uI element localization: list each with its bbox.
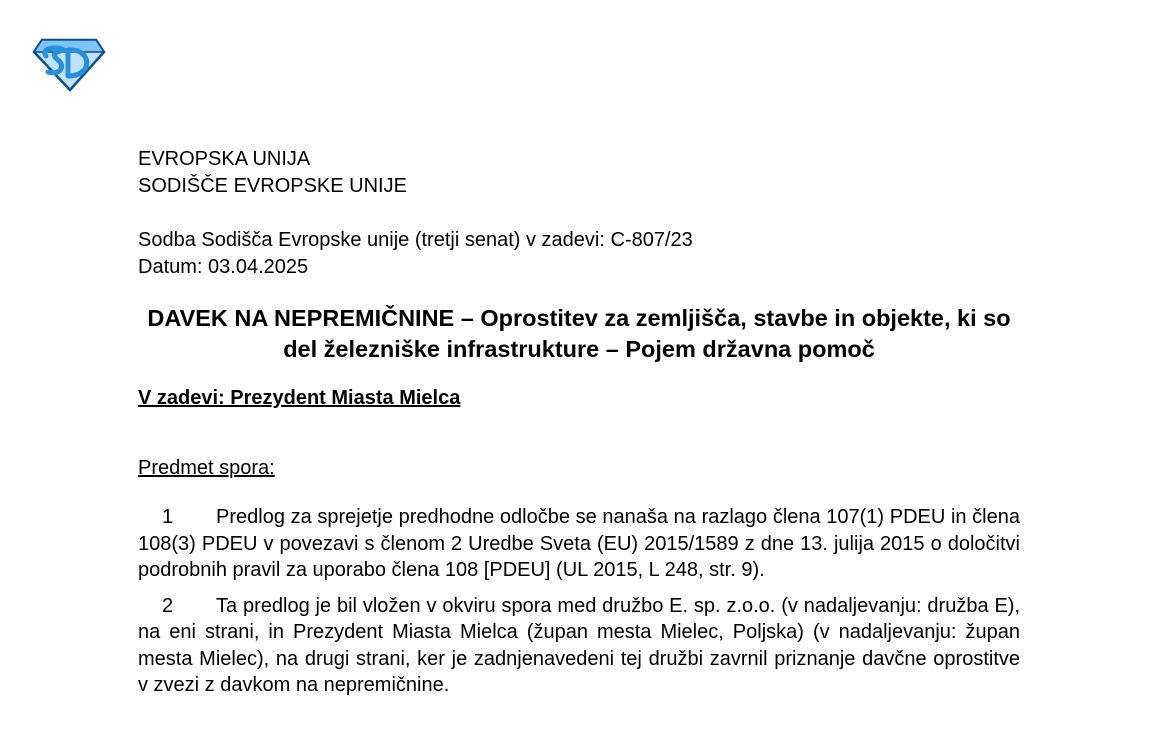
header-line-court: SODIŠČE EVROPSKE UNIJE xyxy=(138,175,407,197)
judgment-reference: Sodba Sodišča Evropske unije (tretji senat) v zadevi: C-807/23 xyxy=(138,229,693,251)
case-line: V zadevi: Prezydent Miasta Mielca xyxy=(138,387,461,409)
paragraph xyxy=(138,504,1020,584)
header-line-eu: EVROPSKA UNIJA xyxy=(138,148,311,170)
judgment-date: Datum: 03.04.2025 xyxy=(138,256,309,278)
paragraph-number: 1 xyxy=(162,506,174,528)
paragraph xyxy=(138,593,1020,699)
court-logo-icon xyxy=(32,36,106,92)
paragraph-number: 2 xyxy=(162,594,174,617)
subject-heading: Predmet spora: xyxy=(138,457,275,479)
paragraph-text: Predlog za sprejetje predhodne odločbe se nanaša na razlago člena 107(1) PDEU in člena 108(3) PDEU v povezavi s členom 2 Uredbe Sveta (EU) 2015/1589 z dne 13. julija 2015 o določitvi podrobnih pravil za uporabo člena 108 [PDEU] (UL 2015, L 248, str. 9). xyxy=(138,506,1020,581)
paragraph-text: Ta predlog je bil vložen v okviru spora med družbo E. sp. z.o.o. (v nadaljevanju: družba E), na eni strani, in Prezydent Miasta Mielca (župan mesta Mielec, Poljska) (v nadaljevanju: župan mesta Mielec), na drugi strani, ker je zadnjenavedeni tej družbi zavrnil priznanje davčne oprostitve v zvezi z davkom na nepremičnine. xyxy=(138,594,1020,696)
document-title: DAVEK NA NEPREMIČNINE – Oprostitev za zemljišča, stavbe in objekte, ki so del železniške infrastrukture – Pojem državna pomoč xyxy=(147,305,1011,362)
document-page xyxy=(138,146,1020,699)
